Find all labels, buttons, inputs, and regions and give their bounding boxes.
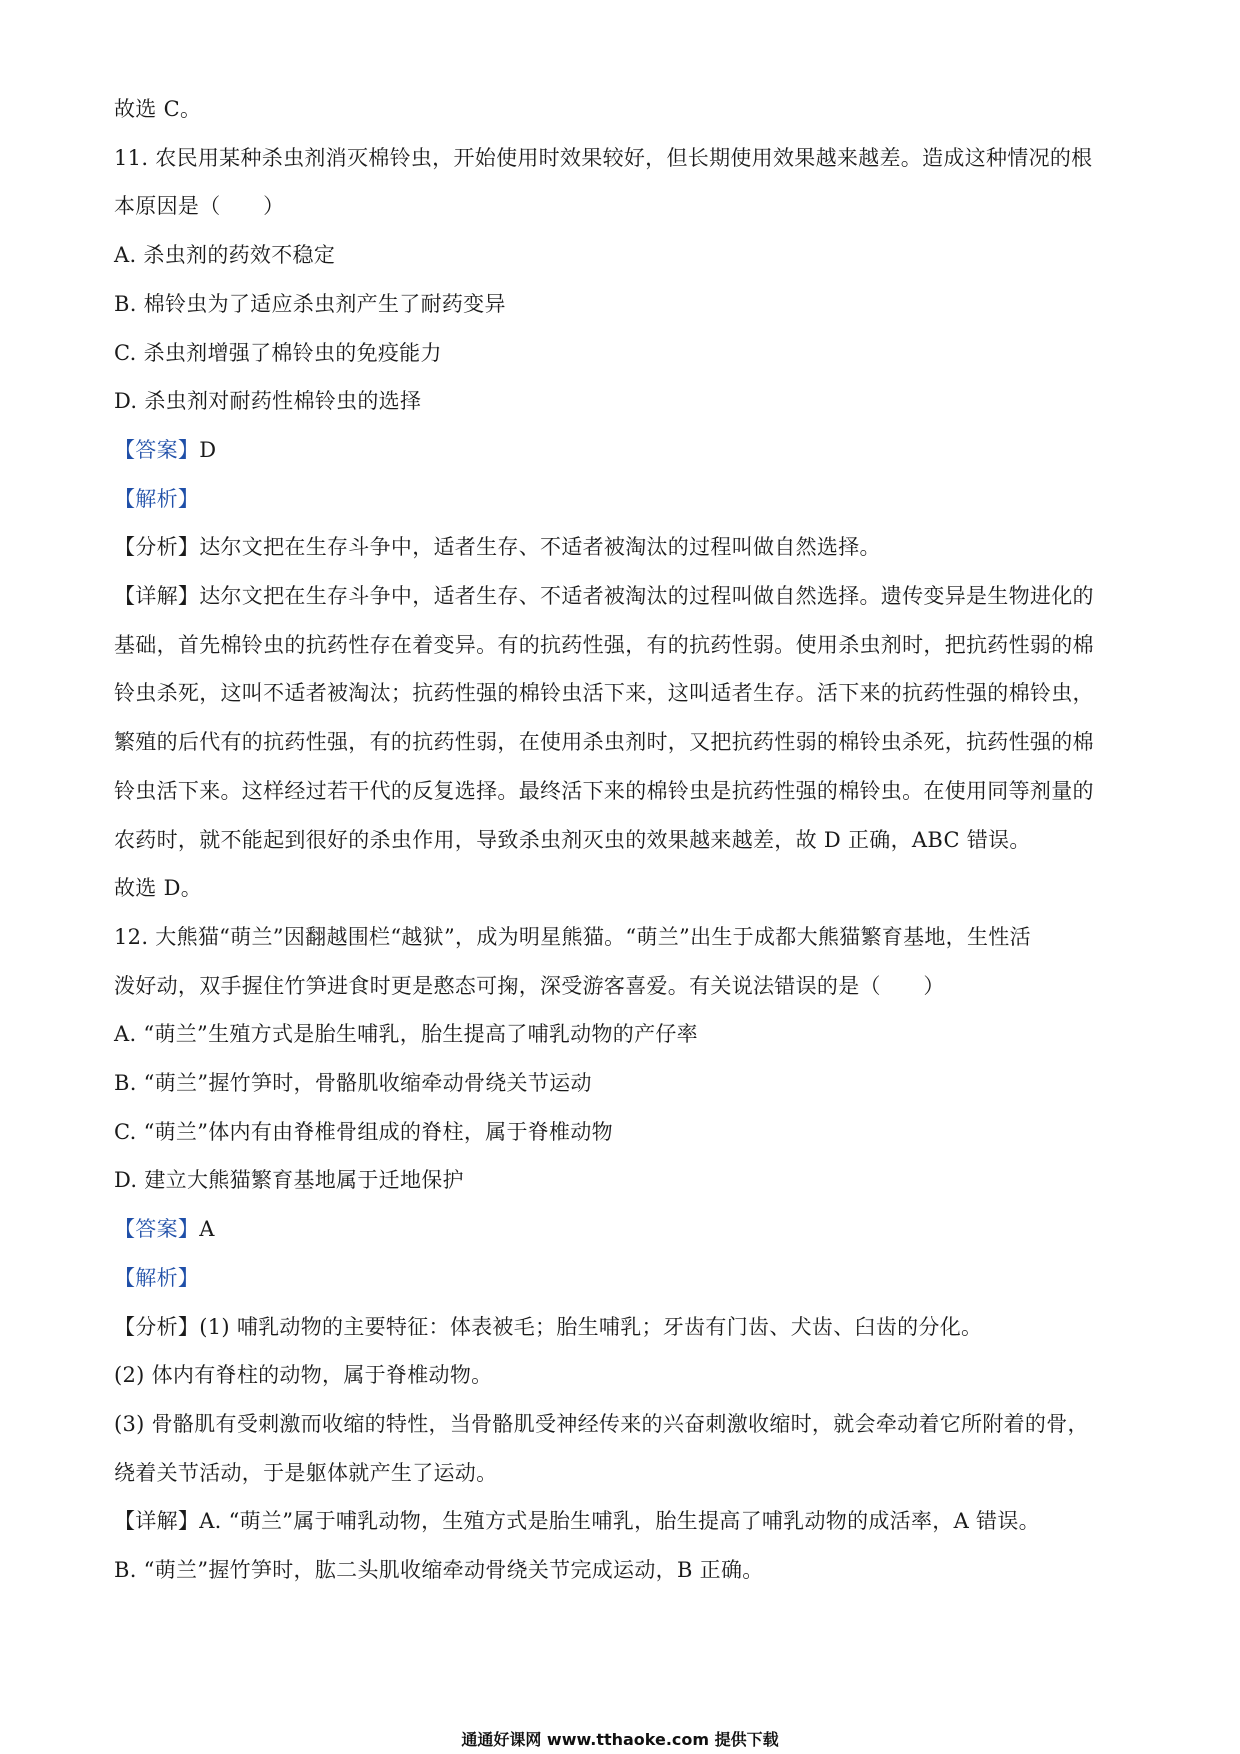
text-line [114,241,335,269]
line-text: 基础，首先棉铃虫的抗药性存在着变异。有的抗药性强，有的抗药性弱。使用杀虫剂时，把抗药性弱的棉 [114,632,1094,657]
text-line [114,1118,613,1146]
text-line [114,1215,215,1243]
page-footer: 通通好课网 www.tthaoke.com 提供下载 [461,1730,779,1749]
text-line [114,533,881,561]
line-text: 本原因是（ ） [114,194,285,219]
text-line [114,387,421,415]
text-line [114,1410,1089,1438]
line-text: B. 棉铃虫为了适应杀虫剂产生了耐药变异 [114,291,506,316]
section-tag: 【解析】 [114,1265,200,1290]
section-tag: 【答案】 [114,437,200,462]
text-line [114,1020,698,1048]
text-line [114,1361,492,1389]
line-text: B. “萌兰”握竹笋时，骨骼肌收缩牵动骨绕关节运动 [114,1071,592,1095]
line-text: 农药时，就不能起到很好的杀虫作用，导致杀虫剂灭虫的效果越来越差，故 D 正确，ABC 错误。 [114,827,1031,852]
line-text: D. 建立大熊猫繁育基地属于迁地保护 [114,1168,464,1193]
line-text: (2) 体内有脊柱的动物，属于脊椎动物。 [114,1363,493,1388]
line-text: 泼好动，双手握住竹笋进食时更是憨态可掬，深受游客喜爱。有关说法错误的是（ ） [114,973,945,998]
line-text: B. “萌兰”握竹笋时，肱二头肌收缩牵动骨绕关节完成运动，B 正确。 [114,1558,764,1582]
section-tag: 【解析】 [114,486,200,511]
text-line [114,192,284,220]
text-line [114,728,1094,756]
line-text: D. 杀虫剂对耐药性棉铃虫的选择 [114,389,422,414]
text-line [114,972,945,1000]
line-text: 故选 C。 [114,97,202,121]
line-text: A [199,1217,215,1242]
section-tag: 【答案】 [114,1217,200,1242]
line-text: C. 杀虫剂增强了棉铃虫的免疫能力 [114,340,442,365]
line-text: C. “萌兰”体内有由脊椎骨组成的脊柱，属于脊椎动物 [114,1119,613,1144]
line-text: 铃虫杀死，这叫不适者被淘汰；抗药性强的棉铃虫活下来，这叫适者生存。活下来的抗药性强的棉铃虫， [114,681,1094,706]
text-line [114,485,199,513]
line-text: 绕着关节活动，于是躯体就产生了运动。 [114,1460,498,1485]
line-text: 故选 D。 [114,876,203,901]
text-line [114,777,1094,805]
line-text: 【分析】达尔文把在生存斗争中，适者生存、不适者被淘汰的过程叫做自然选择。 [114,535,881,560]
line-text: D [199,437,217,462]
line-text: A. “萌兰”生殖方式是胎生哺乳，胎生提高了哺乳动物的产仔率 [114,1022,698,1047]
line-text: 【详解】A. “萌兰”属于哺乳动物，生殖方式是胎生哺乳，胎生提高了哺乳动物的成活率，A 错误。 [114,1509,1040,1534]
line-text: (3) 骨骼肌有受刺激而收缩的特性，当骨骼肌受神经传来的兴奋刺激收缩时，就会牵动着它所附着的骨， [114,1411,1089,1436]
text-line [114,679,1094,707]
text-line [114,1069,592,1097]
text-line [114,290,506,318]
line-text: 繁殖的后代有的抗药性强，有的抗药性弱，在使用杀虫剂时，又把抗药性弱的棉铃虫杀死，抗药性强的棉 [114,730,1094,755]
text-line [114,95,201,123]
text-line [114,144,1092,172]
text-line [114,1313,982,1341]
line-text: 12. 大熊猫“萌兰”因翻越围栏“越狱”，成为明星熊猫。“萌兰”出生于成都大熊猫繁育基地，生性活 [114,924,1031,949]
text-line [114,1507,1040,1535]
line-text: 【分析】(1) 哺乳动物的主要特征：体表被毛；胎生哺乳；牙齿有门齿、犬齿、臼齿的分化。 [114,1314,983,1339]
text-line [114,582,1094,610]
text-line [114,436,216,464]
text-line [114,1264,199,1292]
text-line [114,1459,497,1487]
line-text: 【详解】达尔文把在生存斗争中，适者生存、不适者被淘汰的过程叫做自然选择。遗传变异是生物进化的 [114,584,1094,608]
line-text: 铃虫活下来。这样经过若干代的反复选择。最终活下来的棉铃虫是抗药性强的棉铃虫。在使用同等剂量的 [114,778,1094,803]
line-text: 11. 农民用某种杀虫剂消灭棉铃虫，开始使用时效果较好，但长期使用效果越来越差。造成这种情况的根 [114,145,1093,170]
line-text: A. 杀虫剂的药效不稳定 [114,243,336,268]
text-line [114,631,1094,659]
text-line [114,339,442,367]
text-line [114,1166,464,1194]
text-line [114,1556,764,1584]
text-line [114,874,202,902]
text-line [114,923,1031,951]
text-line [114,826,1031,854]
